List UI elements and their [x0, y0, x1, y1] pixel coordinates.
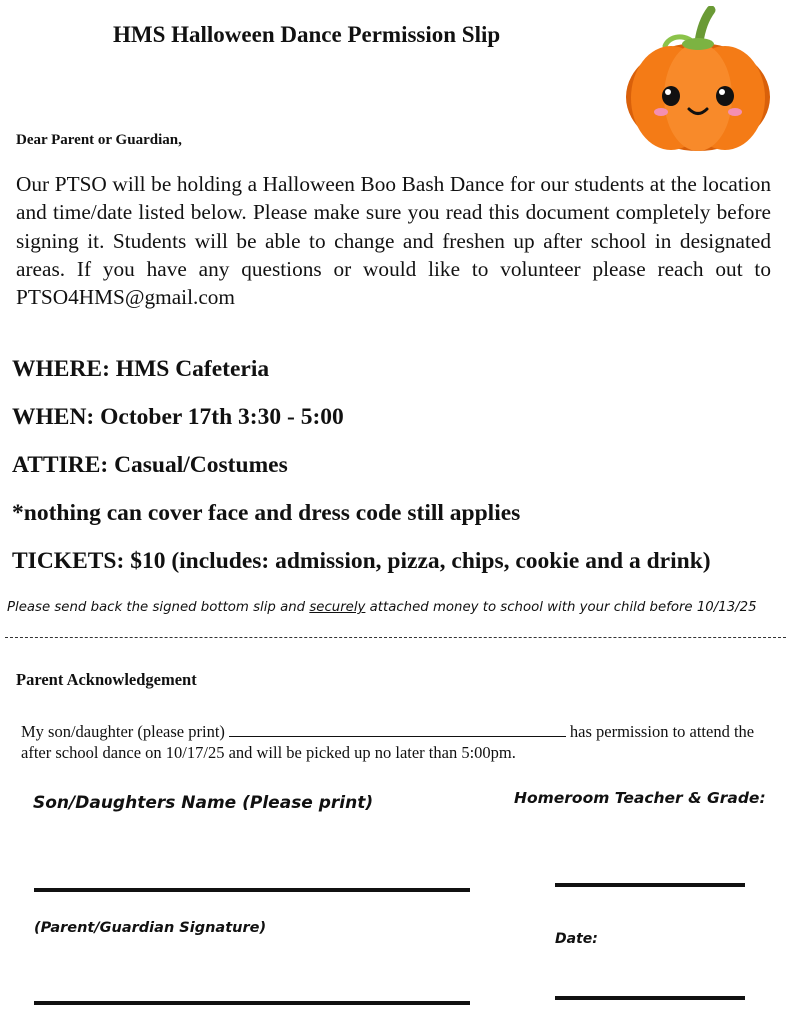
acknowledgement-heading: Parent Acknowledgement	[16, 670, 197, 689]
instructions-text-end: attached money to school with your child before 10/13/25	[365, 600, 757, 615]
acknowledgement-text-start: My son/daughter (please print)	[21, 722, 225, 741]
acknowledgement-text	[21, 721, 773, 763]
letter-body: Our PTSO will be holding a Halloween Boo Bash Dance for our students at the location and time/date listed below. Please make sure you read this document completely before signing it. Students will be able to change and freshen up after school in designated areas. If you have any questions or would like to volunteer please reach out to PTSO4HMS@gmail.com	[16, 172, 771, 310]
instructions-text: Please send back the signed bottom slip and	[7, 600, 310, 615]
student-name-label: Son/Daughters Name (Please print)	[33, 793, 374, 813]
greeting: Dear Parent or Guardian,	[16, 132, 182, 148]
instructions-emphasis: securely	[309, 600, 366, 615]
date-line[interactable]	[555, 996, 745, 1000]
date-label: Date:	[555, 931, 598, 947]
homeroom-label: Homeroom Teacher & Grade:	[514, 789, 766, 807]
signature-line[interactable]	[34, 1001, 470, 1005]
pumpkin-illustration	[621, 6, 775, 154]
student-name-blank[interactable]	[229, 724, 566, 737]
event-time: WHEN: October 17th 3:30 - 5:00	[12, 404, 344, 430]
event-location: WHERE: HMS Cafeteria	[12, 356, 270, 382]
cut-line	[5, 637, 786, 638]
homeroom-line[interactable]	[555, 883, 745, 887]
event-attire: ATTIRE: Casual/Costumes	[12, 452, 288, 478]
pumpkin-icon	[621, 6, 775, 154]
student-name-line[interactable]	[34, 888, 470, 892]
event-tickets: TICKETS: $10 (includes: admission, pizza, chips, cookie and a drink)	[12, 548, 711, 574]
return-instructions	[7, 600, 757, 615]
page-title: HMS Halloween Dance Permission Slip	[113, 22, 501, 47]
attire-note: *nothing can cover face and dress code still applies	[12, 500, 521, 526]
signature-label: (Parent/Guardian Signature)	[34, 920, 267, 936]
acknowledgement-text-end: has permission to attend the after school dance on 10/17/25 and will be picked up no later than 5:00pm.	[21, 722, 755, 762]
